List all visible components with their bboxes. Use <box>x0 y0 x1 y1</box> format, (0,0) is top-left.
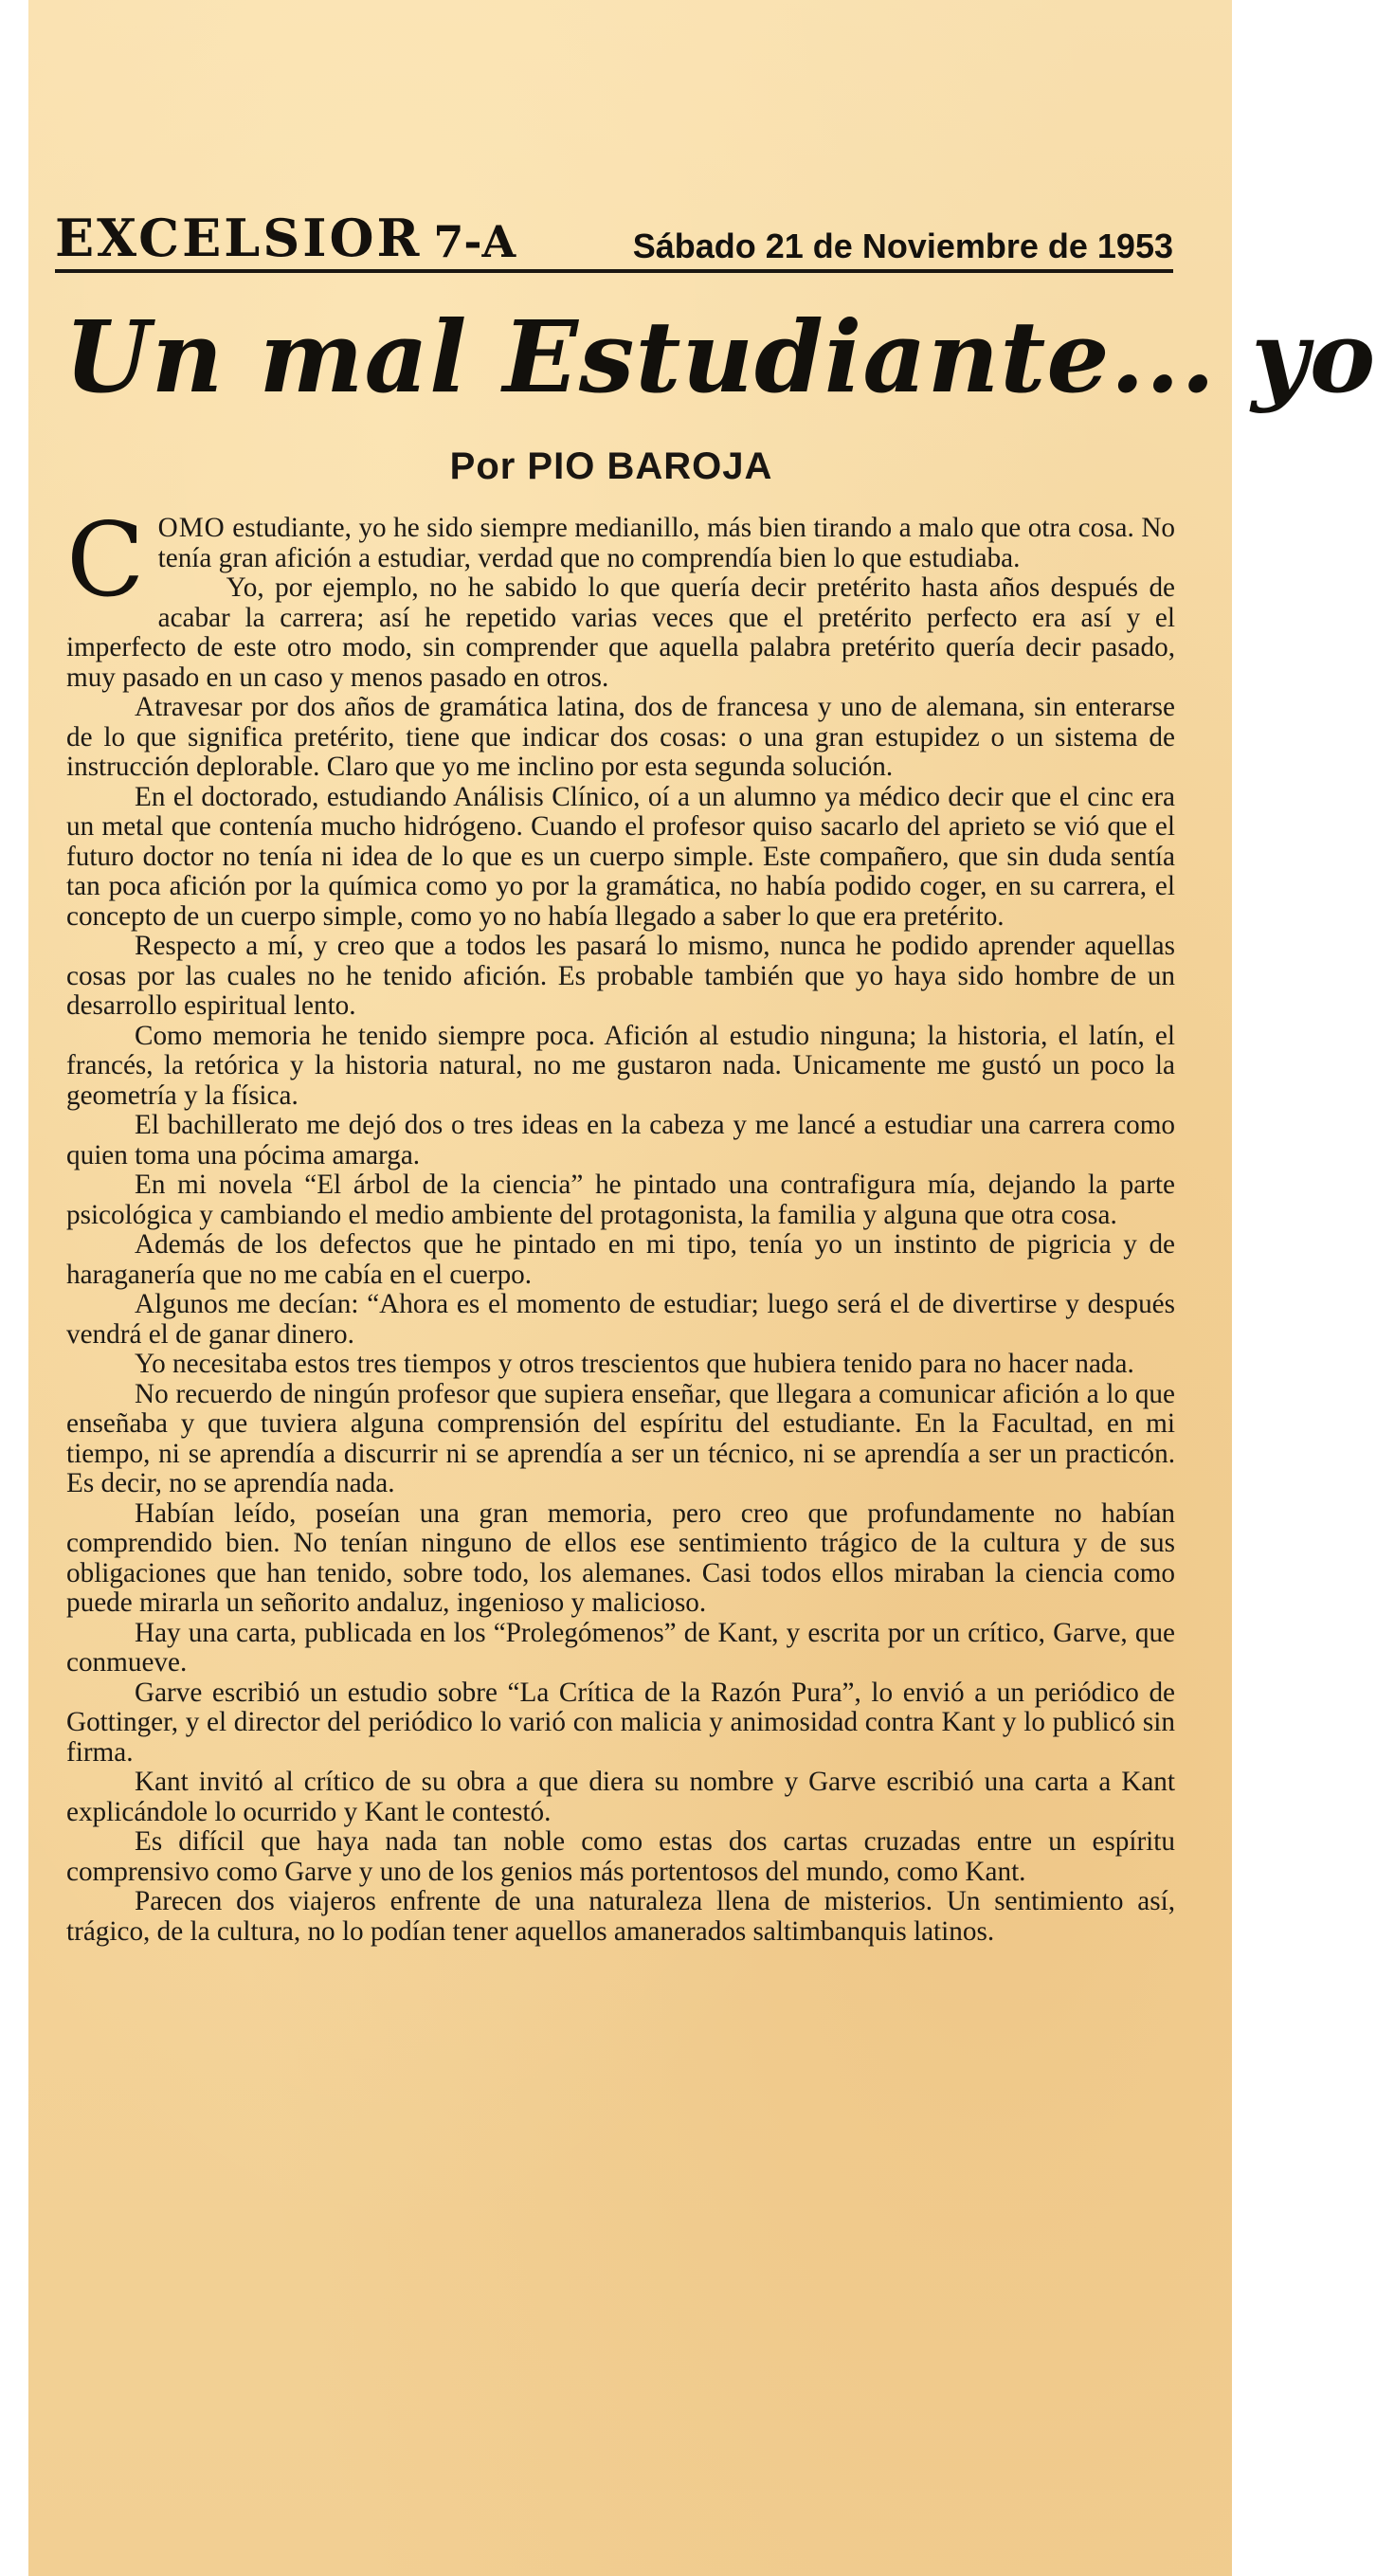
headline: Un mal Estudiante... yo <box>64 299 1376 415</box>
article-paragraph: Hay una carta, publicada en los “Prolegómenos” de Kant, y escrita por un crítico, Garve, que conmueve. <box>66 1617 1175 1678</box>
paragraph-text: estudiante, yo he sido siempre medianillo, más bien tirando a malo que otra cosa. No tenía gran afición a estudiar, verdad que no comprendía bien lo que estudiaba. <box>157 513 1175 573</box>
opening-caps: OMO <box>157 513 226 543</box>
article-paragraph: Yo necesitaba estos tres tiempos y otros trescientos que hubiera tenido para no hacer nada. <box>135 1349 1134 1379</box>
byline: Por PIO BAROJA <box>449 445 773 487</box>
page-number: 7-A <box>433 216 516 267</box>
article-paragraph: Yo, por ejemplo, no he sabido lo que quería decir pretérito hasta años después de acabar la carrera; así he repetido varias veces que el pretérito perfecto era así y el imperfecto de este otro modo, sin comprender que aquella palabra pretérito quería decir pasado, muy pasado en un caso y menos pasado en otros. <box>66 572 1175 693</box>
article-paragraph: Habían leído, poseían una gran memoria, pero creo que profundamente no habían comprendido bien. No tenían ninguno de ellos ese sentimiento trágico de la cultura y de sus obligaciones que han tenido, sobre todo, los alemanes. Casi todos ellos miraban la ciencia como puede mirarla un señorito andaluz, ingenioso y malicioso. <box>66 1497 1175 1618</box>
article-paragraph: Es difícil que haya nada tan noble como estas dos cartas cruzadas entre un espíritu comprensivo como Garve y uno de los genios más portentosos del mundo, como Kant. <box>66 1826 1175 1887</box>
newspaper-name: EXCELSIOR <box>55 208 423 268</box>
article-paragraph: Kant invitó al crítico de su obra a que diera su nombre y Garve escribió una carta a Kant explicándole lo ocurrido y Kant le contestó. <box>66 1767 1175 1827</box>
article-paragraph <box>66 501 1175 620</box>
masthead-left <box>55 208 516 268</box>
article-paragraph: Respecto a mí, y creo que a todos les pasará lo mismo, nunca he podido aprender aquellas cosas por las cuales no he tenido afición. Es probable también que yo haya sido hombre de un desarrollo espiritual lento. <box>66 931 1175 1021</box>
article-paragraph: Atravesar por dos años de gramática latina, dos de francesa y uno de alemana, sin enterarse de lo que significa pretérito, tiene que indicar dos cosas: o una gran estupidez o un sistema de instrucción deplorable. Claro que yo me inclino por esta segunda solución. <box>66 692 1175 782</box>
article-paragraph: El bachillerato me dejó dos o tres ideas en la cabeza y me lancé a estudiar una carrera como quien toma una pócima amarga. <box>66 1110 1175 1170</box>
newspaper-clipping <box>28 0 1376 2576</box>
publication-date: Sábado 21 de Noviembre de 1953 <box>632 227 1173 265</box>
article-paragraph: Además de los defectos que he pintado en mi tipo, tenía yo un instinto de pigricia y de haraganería que no me cabía en el cuerpo. <box>66 1229 1175 1290</box>
masthead <box>55 197 1173 273</box>
article-paragraph: Como memoria he tenido siempre poca. Afición al estudio ninguna; la historia, el latín, el francés, la retórica y la historia natural, no me gustaron nada. Unicamente me gustó un poco la geometría y la física. <box>66 1020 1175 1111</box>
article-paragraph: Parecen dos viajeros enfrente de una naturaleza llena de misterios. Un sentimiento así, trágico, de la cultura, no lo podían tener aquellos amanerados saltimbanquis latinos. <box>66 1886 1175 1947</box>
article-paragraph: Algunos me decían: “Ahora es el momento de estudiar; luego será el de divertirse y después vendrá el de ganar dinero. <box>66 1289 1175 1350</box>
article-paragraph: No recuerdo de ningún profesor que supiera enseñar, que llegara a comunicar afición a lo que enseñaba y que tuviera alguna comprensión del espíritu del estudiante. En la Facultad, en mi tiempo, ni se aprendía a discurrir ni se aprendía a ser un técnico, ni se aprendía a ser un practicón. Es decir, no se aprendía nada. <box>66 1378 1175 1498</box>
article-paragraph: En el doctorado, estudiando Análisis Clínico, oí a un alumno ya médico decir que el cinc era un metal que contenía mucho hidrógeno. Cuando el profesor quiso sacarlo del aprieto se vió que el futuro doctor no tenía ni idea de lo que es un cuerpo simple. Este compañero, que sin duda sentía tan poca afición por la química como yo por la gramática, no había podido coger, en su carrera, el concepto de un cuerpo simple, como yo no había llegado a saber lo que era pretérito. <box>66 781 1175 932</box>
drop-cap: C <box>66 501 145 620</box>
article-paragraph: Garve escribió un estudio sobre “La Crítica de la Razón Pura”, lo envió a un periódico de Gottinger, y el director del periódico lo varió con malicia y animosidad contra Kant y lo publicó sin firma. <box>66 1677 1175 1768</box>
article-paragraph: En mi novela “El árbol de la ciencia” he pintado una contrafigura mía, dejando la parte psicológica y cambiando el medio ambiente del protagonista, la familia y alguna que otra cosa. <box>66 1170 1175 1230</box>
article-body <box>66 501 1175 1947</box>
